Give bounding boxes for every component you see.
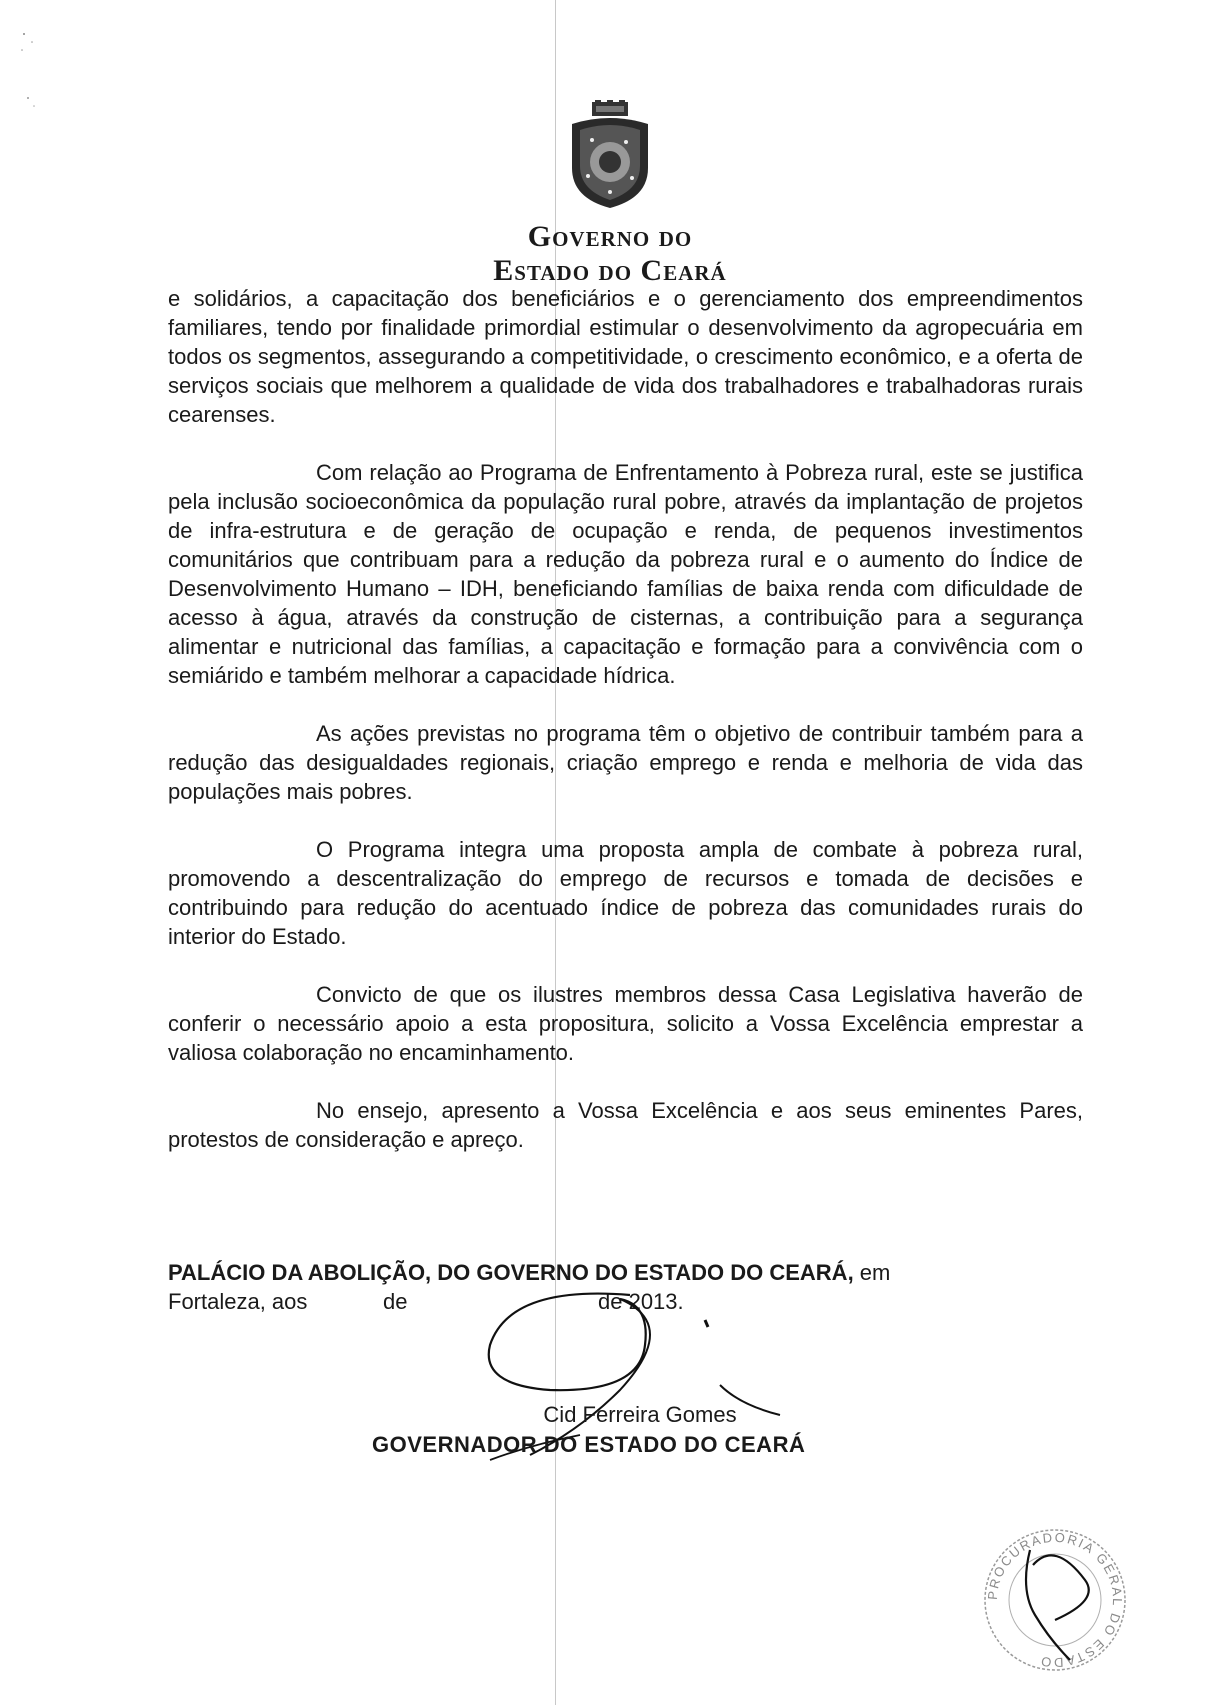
date-de-1: de bbox=[383, 1289, 408, 1314]
body-paragraph: e solidários, a capacitação dos beneficiários e o gerenciamento dos empreendimentos familiares, tendo por finalidade primordial estimular o desenvolvimento da agropecuária em todos os segmentos, assegurando a competitividade, o crescimento econômico, e a oferta de serviços sociais que melhorem a qualidade de vida dos trabalhadores e trabalhadoras rurais cearenses. bbox=[168, 286, 1083, 427]
body-paragraph: Convicto de que os ilustres membros dessa Casa Legislativa haverão de conferir o necessário apoio a esta propositura, solicito a Vossa Excelência emprestar a valiosa colaboração no encaminhamento. bbox=[168, 982, 1083, 1065]
stamp-text: PROCURADORIA GERAL DO ESTADO bbox=[984, 1529, 1126, 1671]
coat-of-arms-icon bbox=[562, 100, 658, 210]
handwritten-signature bbox=[470, 1265, 830, 1495]
procuradoria-stamp bbox=[975, 1520, 1135, 1680]
body-paragraph: No ensejo, apresento a Vossa Excelência e aos seus eminentes Pares, protestos de consideração e apreço. bbox=[168, 1098, 1083, 1152]
date-de-2: de 2013. bbox=[598, 1289, 684, 1314]
svg-text:PROCURADORIA GERAL DO ESTADO bbox=[985, 1530, 1125, 1670]
letterhead-line-2: Estado do Ceará bbox=[493, 254, 727, 287]
scan-specks bbox=[18, 28, 48, 118]
date-prefix: Fortaleza, aos bbox=[168, 1289, 308, 1314]
body-paragraph: O Programa integra uma proposta ampla de combate à pobreza rural, promovendo a descentralização do emprego de recursos e tomada de decisões e contribuindo para redução do acentuado índice de pobreza das comunidades rurais do interior do Estado. bbox=[168, 837, 1083, 949]
body-paragraph: As ações previstas no programa têm o objetivo de contribuir também para a redução das desigualdades regionais, criação emprego e renda e melhoria de vida das populações mais pobres. bbox=[168, 721, 1083, 804]
signer-title: GOVERNADOR DO ESTADO DO CEARÁ bbox=[372, 1432, 806, 1457]
closing-place-bold: PALÁCIO DA ABOLIÇÃO, DO GOVERNO DO ESTADO DO CEARÁ, bbox=[168, 1260, 854, 1285]
closing-place-tail: em bbox=[853, 1260, 891, 1285]
body-paragraph: Com relação ao Programa de Enfrentamento à Pobreza rural, este se justifica pela inclusão socioeconômica da população rural pobre, através da implantação de projetos de infra-estrutura e de geração de ocupação e renda, de pequenos investimentos comunitários que contribuam para a redução da pobreza rural e o aumento do Índice de Desenvolvimento Humano – IDH, beneficiando famílias de baixa renda com dificuldade de acesso à água, através da construção de cisternas, a contribuição para a segurança alimentar e nutricional das famílias, a capacitação e formação para a convivência com o semiárido e também melhorar a capacidade hídrica. bbox=[168, 460, 1083, 688]
letterhead bbox=[420, 100, 800, 288]
signer-name: Cid Ferreira Gomes bbox=[543, 1402, 737, 1427]
letter-body bbox=[168, 284, 1083, 1183]
letterhead-line-1: Governo do bbox=[527, 220, 693, 253]
